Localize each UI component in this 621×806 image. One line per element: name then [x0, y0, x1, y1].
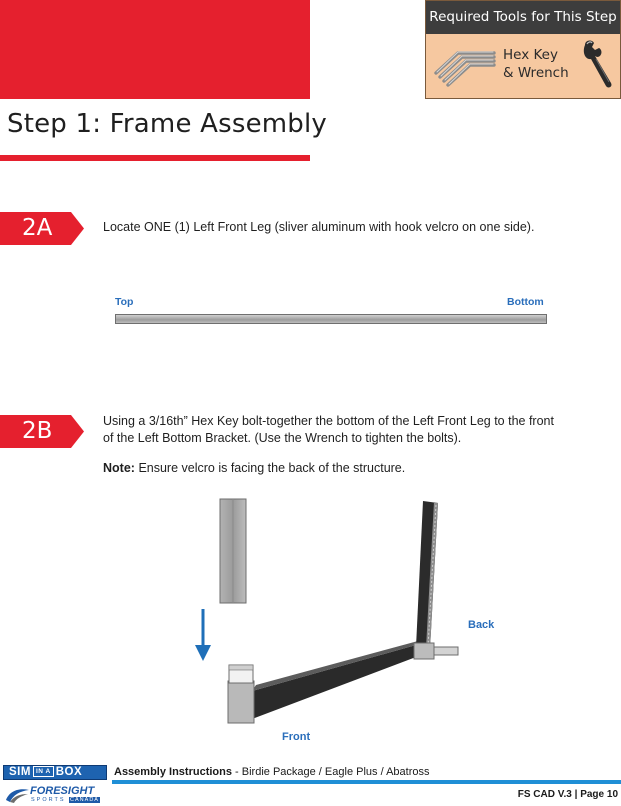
assembly-diagram: [190, 495, 470, 735]
note-label: Note:: [103, 461, 135, 475]
footer-doc-title: [114, 766, 429, 778]
foresight-subline: [31, 797, 100, 803]
leg-bottom-label: Bottom: [507, 296, 544, 308]
hex-key-icon: [432, 43, 498, 87]
back-upright: [414, 501, 458, 659]
down-arrow-icon: [195, 609, 211, 661]
logo-in-a-text: IN A: [33, 766, 54, 777]
step-badge-2a: [0, 212, 84, 245]
tools-label-line1: Hex Key: [503, 47, 558, 63]
footer-divider: [112, 780, 621, 784]
step-2b-text-line1: Using a 3/16th” Hex Key bolt-together the bottom of the Left Front Leg to the front: [103, 414, 554, 428]
note-text: Ensure velcro is facing the back of the structure.: [138, 461, 406, 475]
left-bottom-bracket: [228, 641, 418, 723]
step-2b-text: [103, 413, 554, 447]
page-title: Step 1: Frame Assembly: [7, 109, 328, 139]
logo-box-text: BOX: [55, 766, 83, 778]
foresight-sports-logo: [4, 785, 108, 805]
left-front-leg-illustration: [115, 314, 547, 324]
step-2b-note: [103, 460, 405, 477]
step-2a-text: Locate ONE (1) Left Front Leg (sliver aluminum with hook velcro on one side).: [103, 220, 535, 234]
front-label: Front: [282, 731, 311, 743]
tools-label-line2: & Wrench: [503, 65, 569, 81]
foresight-sports-text: SPORTS: [31, 797, 66, 803]
tools-label: [503, 46, 569, 82]
foresight-canada-text: CANADA: [70, 797, 99, 803]
page-number: FS CAD V.3 | Page 10: [517, 789, 618, 800]
required-tools-panel: [425, 0, 621, 99]
step-2b-text-line2: of the Left Bottom Bracket. (Use the Wrench to tighten the bolts).: [103, 431, 462, 445]
logo-sim-text: SIM: [9, 766, 31, 778]
foresight-wordmark: FORESIGHT: [30, 785, 95, 797]
back-label: Back: [468, 619, 495, 631]
title-underline: [0, 155, 310, 161]
left-front-leg: [220, 499, 246, 603]
sim-in-a-box-logo: [3, 765, 107, 780]
tools-heading: Required Tools for This Step: [426, 1, 620, 34]
header-red-banner: [0, 0, 310, 99]
step-badge-2b-label: 2B: [22, 418, 53, 444]
footer-doc-subtitle: - Birdie Package / Eagle Plus / Abatross: [235, 766, 430, 778]
footer-doc-title-bold: Assembly Instructions: [114, 766, 232, 778]
step-badge-2a-label: 2A: [22, 215, 53, 241]
step-badge-2b: [0, 415, 84, 448]
leg-top-label: Top: [115, 296, 134, 308]
foresight-swoosh-icon: [4, 786, 30, 804]
wrench-icon: [582, 39, 616, 91]
